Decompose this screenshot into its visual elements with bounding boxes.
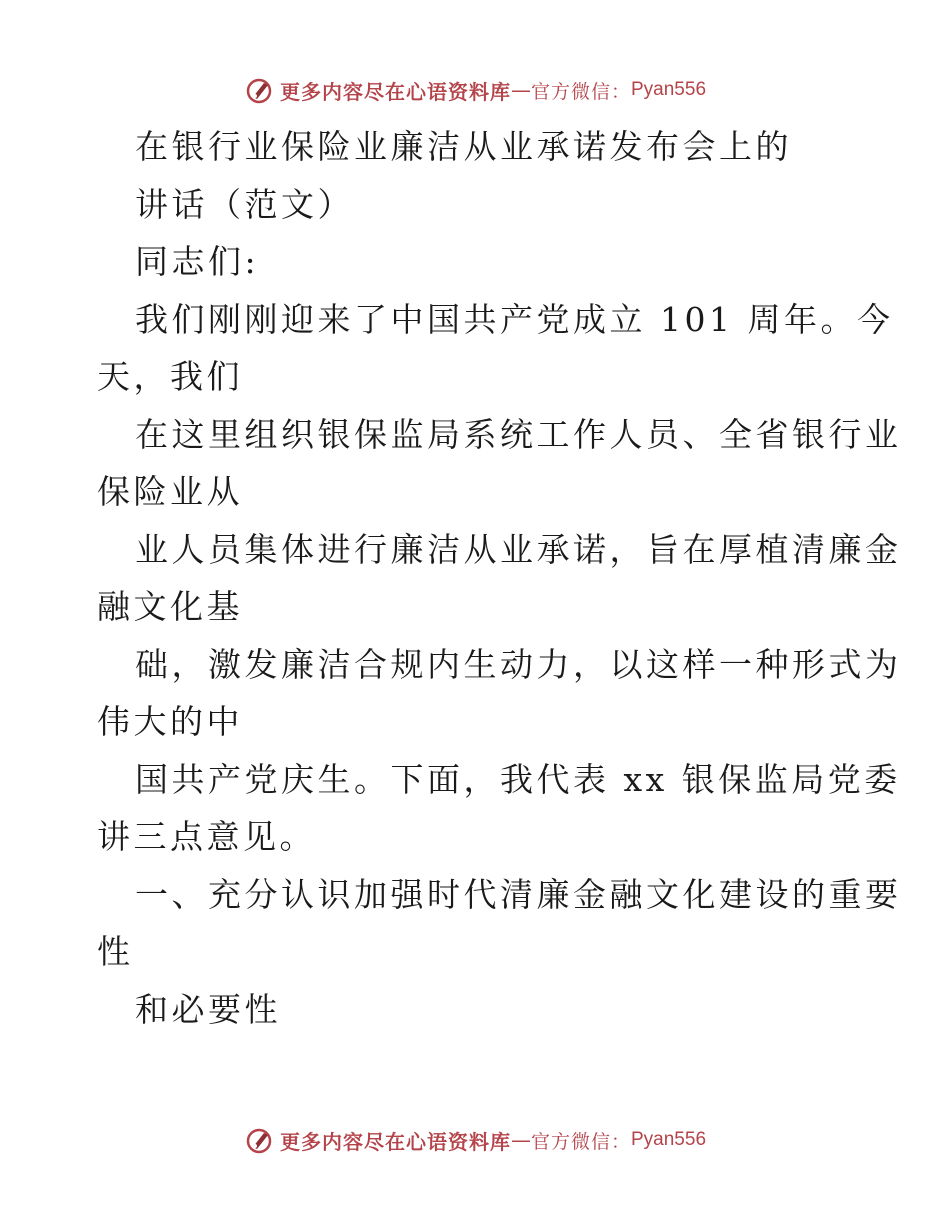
pen-nib-logo-icon — [244, 1125, 274, 1155]
text-line: 一、充分认识加强时代清廉金融文化建设的重要 — [135, 874, 902, 914]
banner-dash: — — [510, 1128, 531, 1152]
document-body — [97, 118, 902, 1038]
text-line: 讲话（范文） — [135, 184, 354, 224]
text-line: 同志们: — [135, 242, 260, 281]
banner-brand: 更多内容尽在心语资料库 — [279, 1129, 511, 1154]
text-line: 我们刚刚迎来了中国共产党成立 101 周年。今 — [135, 299, 894, 339]
banner-official-label: 官方微信： — [530, 80, 631, 103]
header-banner — [0, 70, 950, 110]
text-line: 国共产党庆生。下面，我代表 xx 银保监局党委 — [135, 759, 901, 799]
banner-official-label: 官方微信： — [530, 1130, 631, 1153]
text-line: 讲三点意见。 — [97, 817, 316, 856]
text-line: 保险业从 — [97, 472, 243, 511]
text-line: 性 — [97, 932, 134, 971]
banner-dash: — — [510, 78, 531, 102]
text-line: 在银行业保险业廉洁从业承诺发布会上的 — [135, 127, 792, 166]
footer-banner — [0, 1120, 950, 1160]
banner-wechat-id: Pyan556 — [631, 79, 707, 100]
text-line: 和必要性 — [135, 989, 281, 1029]
banner-wechat-id: Pyan556 — [631, 1129, 707, 1150]
text-line: 天，我们 — [97, 357, 243, 396]
text-line: 在这里组织银保监局系统工作人员、全省银行业 — [135, 414, 902, 454]
pen-nib-logo-icon — [244, 75, 274, 105]
text-line: 业人员集体进行廉洁从业承诺，旨在厚植清廉金 — [135, 529, 902, 569]
banner-brand: 更多内容尽在心语资料库 — [279, 79, 511, 104]
text-line: 伟大的中 — [97, 702, 243, 741]
text-line: 础，激发廉洁合规内生动力，以这样一种形式为 — [135, 644, 902, 684]
text-line: 融文化基 — [97, 587, 243, 626]
